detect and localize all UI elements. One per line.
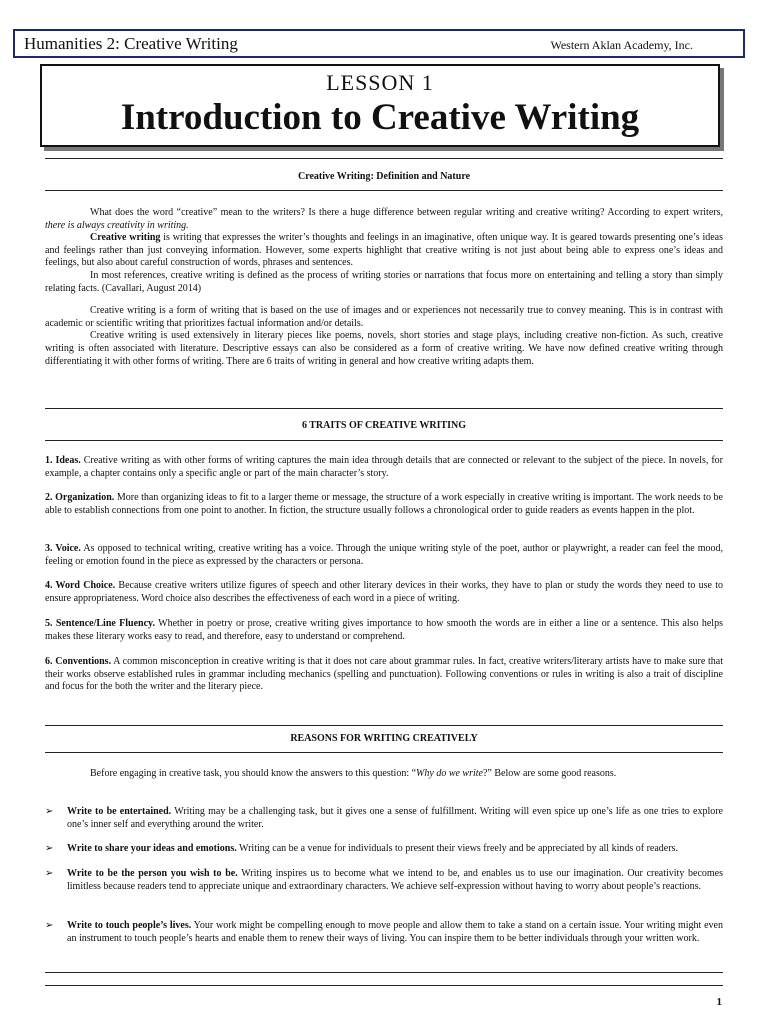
page-number: 1	[716, 996, 722, 1008]
document-header	[13, 29, 745, 58]
lesson-number: LESSON 1	[326, 70, 434, 95]
trait-item	[45, 543, 723, 568]
trait-text: Whether in poetry or prose, creative writing gives importance to how smooth the words are in either a line or a sentence. This also helps makes these literary works easy to read, and therefore, easy to understand or comprehend.	[45, 618, 723, 642]
emphasis-text: there is always creativity in writing.	[45, 219, 189, 231]
paragraph: In most references, creative writing is defined as the process of writing stories or narrations that focus more on entertaining and telling a story than simply relating facts. (Cavallari, August 2014)	[45, 269, 723, 294]
reason-text: Writing can be a venue for individuals to present their views freely and be appreciated by all kinds of readers.	[236, 843, 678, 854]
trait-name: 2. Organization.	[45, 492, 115, 503]
reason-item	[45, 868, 723, 893]
paragraph: Creative writing is used extensively in literary pieces like poems, novels, short stories and stage plays, including creative non-fiction. As such, creative writing is often associated with literature. Descriptive essays can also be considered as a form of creative writing. We have now defined creative writing through differentiating it with other forms of writing. There are 6 traits of writing in general and how creative writing adapts them.	[45, 330, 723, 367]
trait-text: As opposed to technical writing, creative writing has a voice. Through the unique writing style of the poet, author or playwright, a reader can feel the mood, feeling or emotion found in the piece as expressed by the characters or persona.	[45, 543, 723, 567]
trait-text: More than organizing ideas to fit to a larger theme or message, the structure of a work especially in creative writing is important. The work needs to be able to establish connections from one point to another. In fiction, the structure usually follows a chronological order to guide readers as events happen in the plot.	[45, 492, 723, 516]
trait-name: 6. Conventions.	[45, 656, 112, 667]
reason-name: Write to be the person you wish to be.	[67, 868, 238, 879]
trait-name: 4. Word Choice.	[45, 580, 116, 591]
trait-item	[45, 618, 723, 643]
section-heading-traits: 6 TRAITS OF CREATIVE WRITING	[301, 420, 467, 431]
lesson-title: Introduction to Creative Writing	[120, 97, 640, 138]
reason-item	[45, 843, 723, 856]
paragraph-text: What does the word “creative” mean to the writers? Is there a huge difference between regular writing and creative writing? According to expert writers,	[90, 207, 723, 218]
trait-item	[45, 455, 723, 480]
reason-name: Write to touch people’s lives.	[67, 920, 192, 931]
trait-name: 1. Ideas.	[45, 455, 81, 466]
trait-item	[45, 656, 723, 694]
paragraph	[45, 768, 723, 781]
trait-name: 5. Sentence/Line Fluency.	[45, 618, 156, 629]
reason-name: Write to be entertained.	[67, 806, 172, 817]
trait-text: Because creative writers utilize figures of speech and other literary devices in their works, they have to plan or study the words they need to use to ensure appropriateness. Word choice also describes the effectiveness of each word in a piece of writing.	[45, 580, 723, 604]
paragraph	[45, 207, 723, 232]
paragraph-text: is writing that expresses the writer’s thoughts and feelings in an imaginative, often unique way. It is geared towards presenting one’s ideas and feelings rather than just conveying information. However, some experts highlight that creative writing is not just about being able to express one’s ideas and feelings, but also about careful construction of words, phrases and sentences.	[45, 232, 723, 269]
trait-text: A common misconception in creative writing is that it does not care about grammar rules. In fact, creative writers/literary artists have to make sure that their works observe established rules in grammar including mechanics (spelling and punctuation). Following conventions or rules in writing is also a trait of discipline and focus for the both the writer and the literary piece.	[45, 656, 723, 693]
section-heading-definition: Creative Writing: Definition and Nature	[297, 171, 471, 182]
divider	[45, 190, 723, 191]
reasons-intro	[45, 768, 723, 781]
divider	[45, 752, 723, 753]
arrow-bullet-icon: ➢	[45, 868, 54, 879]
divider	[45, 972, 723, 973]
arrow-bullet-icon: ➢	[45, 920, 54, 931]
arrow-bullet-icon: ➢	[45, 843, 54, 854]
lesson-title-box	[40, 64, 720, 147]
divider	[45, 985, 723, 986]
trait-item	[45, 580, 723, 605]
section-heading-reasons: REASONS FOR WRITING CREATIVELY	[290, 733, 478, 744]
paragraph	[45, 232, 723, 270]
course-title: Humanities 2: Creative Writing	[24, 34, 238, 53]
paragraph-text: ?” Below are some good reasons.	[482, 768, 617, 779]
reason-name: Write to share your ideas and emotions.	[67, 843, 237, 854]
divider	[45, 440, 723, 441]
trait-item	[45, 492, 723, 517]
trait-text: Creative writing as with other forms of writing captures the main idea through details that are connected or relevant to the subject of the piece. In novels, for example, a chapter contains only a specific angle or part of the main character’s story.	[45, 455, 723, 479]
paragraph-text: Before engaging in creative task, you should know the answers to this question: “	[90, 768, 417, 779]
trait-name: 3. Voice.	[45, 543, 81, 554]
paragraph: Creative writing is a form of writing that is based on the use of images and or experiences not necessarily true to convey meaning. This is in contrast with academic or scientific writing that prioritizes factual information and/or details.	[45, 305, 723, 329]
reason-text: Your work might be compelling enough to move people and allow them to take a stand on a certain issue. Your writing might even an instrument to touch people’s hearts and enable them to renew their ways of living. You can inspire them to be better individuals through your written work.	[67, 920, 723, 944]
arrow-bullet-icon: ➢	[45, 806, 54, 817]
reason-item	[45, 920, 723, 945]
divider	[45, 158, 723, 159]
divider	[45, 408, 723, 409]
definition-body	[45, 207, 723, 368]
emphasis-text: Why do we write	[416, 768, 483, 779]
divider	[45, 725, 723, 726]
reason-text: Writing inspires us to become what we intend to be, and enables us to use our imagination. Our creativity becomes limitless because readers tend to appreciate unique and extraordinary characters. We achieve self-expression without having to worry about people’s reactions.	[67, 868, 724, 892]
school-name: Western Aklan Academy, Inc.	[550, 38, 693, 52]
reason-text: Writing may be a challenging task, but it gives one a sense of fulfillment. Writing will even spice up one’s life as one tries to explore one’s inner self and everything around the writer.	[67, 806, 723, 830]
term-creative-writing: Creative writing	[90, 232, 161, 244]
reason-item	[45, 806, 723, 831]
